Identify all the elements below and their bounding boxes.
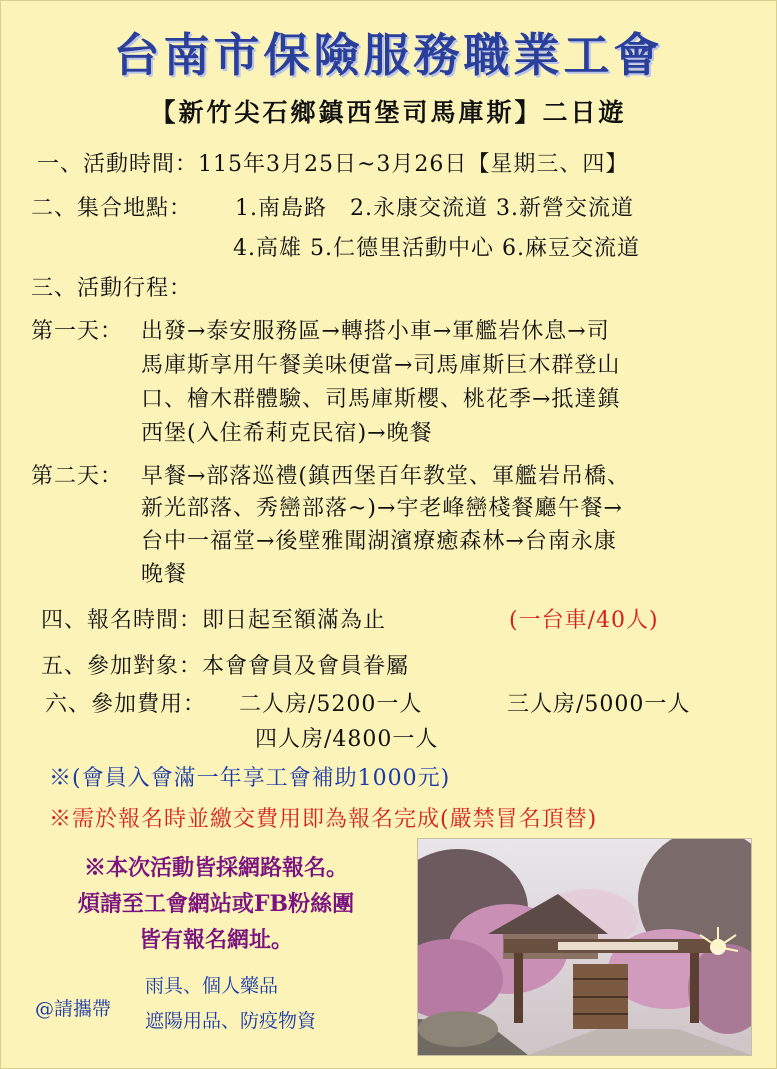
subsidy-note: ※(會員入會滿一年享工會補助1000元) [49,766,451,791]
fee-triple: 三人房/5000一人 [507,692,691,717]
payment-note: ※需於報名時並繳交費用即為報名完成(嚴禁冒名頂替) [49,807,598,832]
trip-subtitle: 【新竹尖石鄉鎮西堡司馬庫斯】二日遊 [150,98,627,127]
bring-items-2: 遮陽用品、防疫物資 [145,1010,317,1032]
photo-illustration [418,839,751,1055]
location-row-1: 1.南島路 2.永康交流道 3.新營交流道 [235,196,634,221]
day2-line: 台中一福堂→後壁雅聞湖濱療癒森林→台南永康 [141,529,617,554]
fee-double: 二人房/5200一人 [239,692,423,717]
day2-line: 晚餐 [141,562,188,587]
day1-label: 第一天： [31,319,124,344]
location-label: 二、集合地點： [31,196,193,221]
day1-line: 西堡(入住希莉克民宿)→晚餐 [141,421,433,446]
registration-time: 四、報名時間：即日起至額滿為止 [41,608,387,633]
fee-label: 六、參加費用： [45,692,207,717]
day2-line: 新光部落、秀巒部落~)→宇老峰巒棧餐廳午餐→ [141,496,623,521]
itinerary-label: 三、活動行程： [31,276,193,301]
day2-line: 早餐→部落巡禮(鎮西堡百年教堂、軍艦岩吊橋、 [141,464,631,489]
online-note-line: ※本次活動皆採網路報名。 [83,855,348,881]
online-note-line: 煩請至工會網站或FB粉絲團 [77,891,355,917]
fee-quad: 四人房/4800一人 [255,727,439,752]
day1-line: 出發→泰安服務區→轉搭小車→軍艦岩休息→司 [141,319,610,344]
online-note-line: 皆有報名網址。 [138,927,293,953]
activity-time: 一、活動時間：115年3月25日~3月26日【星期三、四】 [37,152,629,177]
page-title: 台南市保險服務職業工會 [113,28,664,82]
day1-line: 口、檜木群體驗、司馬庫斯櫻、桃花季→抵達鎮 [141,387,621,412]
location-row-2: 4.高雄 5.仁德里活動中心 6.麻豆交流道 [233,236,640,261]
participants: 五、參加對象：本會會員及會員眷屬 [41,654,410,679]
online-registration-note [21,850,411,958]
day2-label: 第二天： [31,464,124,489]
bring-label: @請攜帶 [35,998,112,1020]
bring-items-1: 雨具、個人藥品 [145,975,279,997]
smangus-entrance-photo [417,838,752,1056]
capacity-note: (一台車/40人) [509,608,659,633]
day1-line: 馬庫斯享用午餐美味便當→司馬庫斯巨木群登山 [141,353,621,378]
